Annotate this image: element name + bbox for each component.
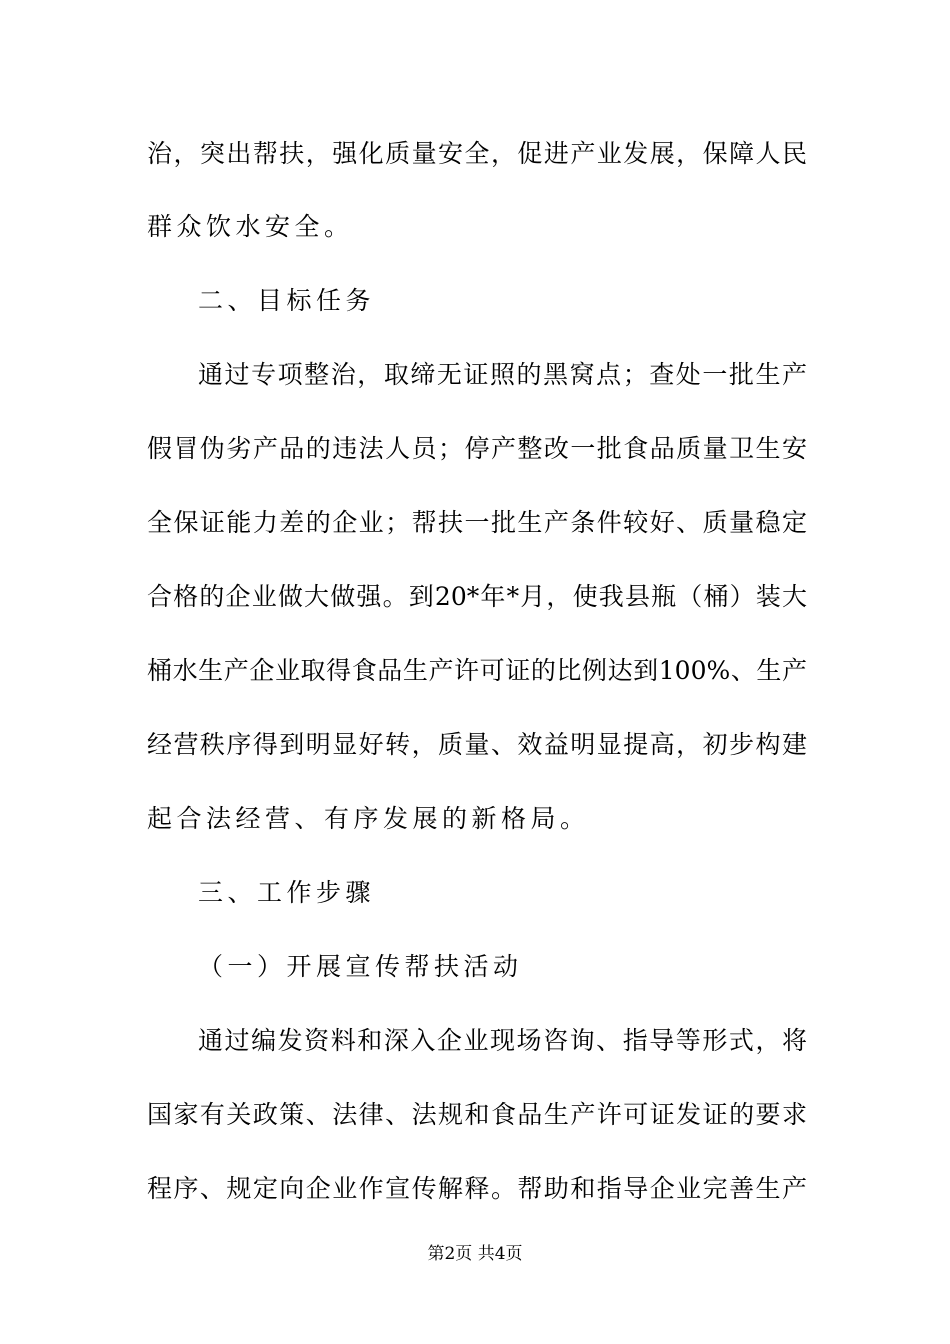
page-number-footer: 第2页 共4页	[427, 1244, 523, 1264]
paragraph-line: 程序、规定向企业作宣传解释。帮助和指导企业完善生产	[147, 1174, 807, 1203]
section-heading: 二、目标任务	[198, 286, 376, 315]
section-heading: 三、工作步骤	[198, 878, 376, 907]
paragraph-line: 国家有关政策、法律、法规和食品生产许可证发证的要求	[147, 1100, 807, 1129]
paragraph-line: 假冒伪劣产品的违法人员；停产整改一批食品质量卫生安	[147, 434, 807, 463]
paragraph-line: 桶水生产企业取得食品生产许可证的比例达到100%、生产	[147, 656, 807, 685]
paragraph-line: 通过专项整治，取缔无证照的黑窝点；查处一批生产	[198, 360, 807, 389]
paragraph-line: 全保证能力差的企业；帮扶一批生产条件较好、质量稳定	[147, 508, 807, 537]
paragraph-line: 经营秩序得到明显好转，质量、效益明显提高，初步构建	[147, 730, 807, 759]
paragraph-line: 群众饮水安全。	[147, 212, 354, 241]
subsection-heading: （一）开展宣传帮扶活动	[198, 952, 523, 981]
paragraph-line: 通过编发资料和深入企业现场咨询、指导等形式，将	[198, 1026, 807, 1055]
paragraph-line: 合格的企业做大做强。到20*年*月，使我县瓶（桶）装大	[147, 582, 807, 611]
paragraph-line: 起合法经营、有序发展的新格局。	[147, 804, 590, 833]
paragraph-line: 治，突出帮扶，强化质量安全，促进产业发展，保障人民	[147, 139, 807, 168]
